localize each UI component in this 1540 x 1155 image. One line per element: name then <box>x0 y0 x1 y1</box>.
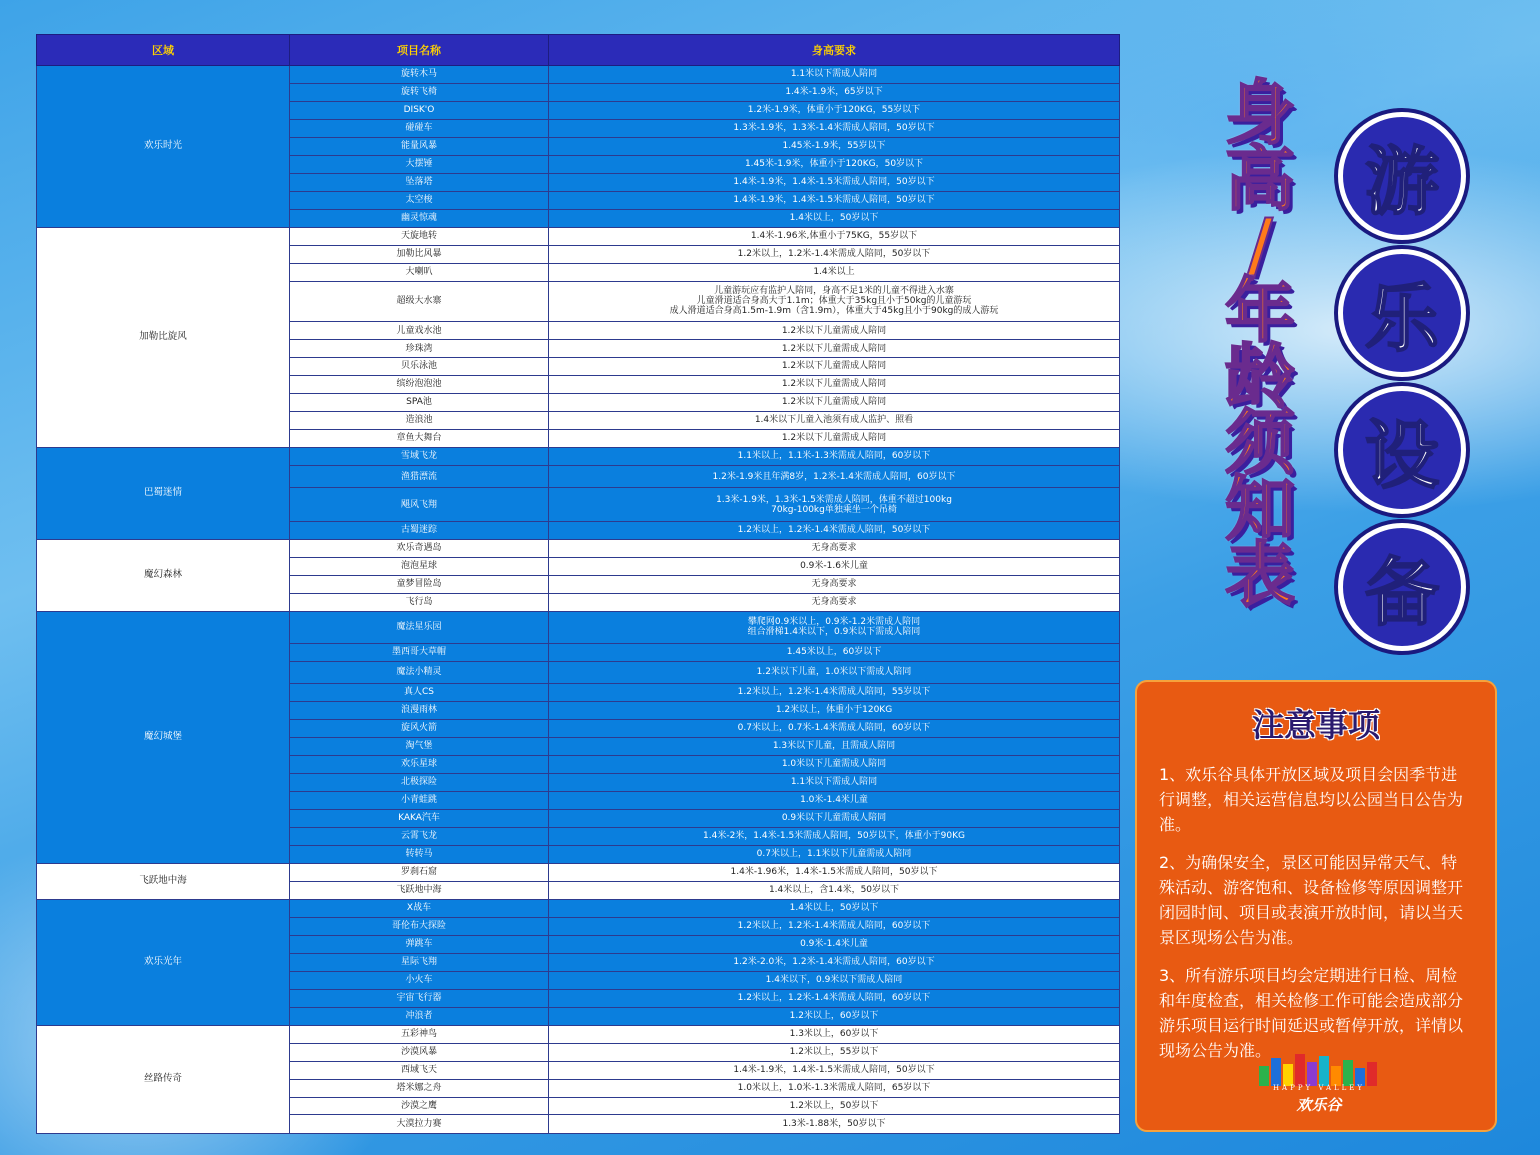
height-requirement-cell: 1.2米以上，55岁以下 <box>549 1043 1120 1061</box>
table-row <box>37 66 1120 84</box>
title-circle <box>1338 112 1466 240</box>
zone-cell: 丝路传奇 <box>37 1025 290 1133</box>
height-requirement-cell: 0.7米以上，1.1米以下儿童需成人陪同 <box>549 845 1120 863</box>
ride-name-cell: 云霄飞龙 <box>290 827 549 845</box>
ride-name-cell: 墨西哥大草帽 <box>290 643 549 661</box>
height-requirement-cell: 0.9米-1.4米儿童 <box>549 935 1120 953</box>
title-circle-char: 备 <box>1365 550 1439 636</box>
ride-name-cell: 冲浪者 <box>290 1007 549 1025</box>
height-requirement-cell: 1.4米-2米，1.4米-1.5米需成人陪同，50岁以下，体重小于90KG <box>549 827 1120 845</box>
ride-name-cell: 哥伦布大探险 <box>290 917 549 935</box>
zone-cell: 欢乐光年 <box>37 899 290 1025</box>
title-circle-char: 乐 <box>1365 276 1439 362</box>
height-requirement-cell: 1.2米以上，1.2米-1.4米需成人陪同，55岁以下 <box>549 683 1120 701</box>
height-requirement-cell: 1.2米以下儿童，1.0米以下需成人陪同 <box>549 661 1120 683</box>
height-requirement-cell: 攀爬网0.9米以上，0.9米-1.2米需成人陪同 组合滑梯1.4米以下，0.9米以下需成人陪同 <box>549 611 1120 643</box>
height-requirement-cell: 1.3米-1.9米，1.3米-1.4米需成人陪同，50岁以下 <box>549 119 1120 137</box>
height-requirement-cell: 1.4米以上，50岁以下 <box>549 899 1120 917</box>
zone-cell: 加勒比旋风 <box>37 227 290 447</box>
height-requirement-cell: 1.4米-1.96米，1.4米-1.5米需成人陪同，50岁以下 <box>549 863 1120 881</box>
ride-name-cell: 小青蛙跳 <box>290 791 549 809</box>
height-requirement-cell: 1.4米-1.9米，1.4米-1.5米需成人陪同，50岁以下 <box>549 191 1120 209</box>
ride-name-cell: 飞跃地中海 <box>290 881 549 899</box>
ride-name-cell: 星际飞翔 <box>290 953 549 971</box>
logo-tagline: HAPPY VALLEY <box>1272 1084 1366 1092</box>
ride-name-cell: 欢乐星球 <box>290 755 549 773</box>
ride-name-cell: 坠落塔 <box>290 173 549 191</box>
height-requirement-cell: 1.4米以上，含1.4米，50岁以下 <box>549 881 1120 899</box>
notice-title: 注意事项 <box>1251 706 1380 744</box>
height-requirement-cell: 1.2米以上，体重小于120KG <box>549 701 1120 719</box>
ride-name-cell: 弹跳车 <box>290 935 549 953</box>
ride-name-cell: 天旋地转 <box>290 227 549 245</box>
ride-name-cell: 欢乐奇遇岛 <box>290 539 549 557</box>
ride-name-cell: 罗刹石窟 <box>290 863 549 881</box>
title-char: 表 <box>1225 534 1295 616</box>
table-row <box>37 899 1120 917</box>
title-circle <box>1338 249 1466 377</box>
title-char: 高 <box>1225 138 1295 220</box>
ride-name-cell: 五彩神鸟 <box>290 1025 549 1043</box>
height-requirement-cell: 1.4米以上 <box>549 263 1120 281</box>
ride-name-cell: 旋风火箭 <box>290 719 549 737</box>
ride-name-cell: 泡泡星球 <box>290 557 549 575</box>
title-char: 须 <box>1225 402 1295 484</box>
zone-cell: 魔幻森林 <box>37 539 290 611</box>
table-row <box>37 447 1120 465</box>
ride-name-cell: 珍珠湾 <box>290 340 549 358</box>
height-requirement-cell: 1.3米以上，60岁以下 <box>549 1025 1120 1043</box>
notice-item: 1、欢乐谷具体开放区域及项目会因季节进行调整，相关运营信息均以公园当日公告为准。 <box>1159 765 1464 834</box>
title-circle <box>1338 523 1466 651</box>
zone-cell: 欢乐时光 <box>37 66 290 228</box>
height-requirement-cell: 1.1米以上，1.1米-1.3米需成人陪同，60岁以下 <box>549 447 1120 465</box>
height-requirement-cell: 1.2米以上，1.2米-1.4米需成人陪同，60岁以下 <box>549 989 1120 1007</box>
height-requirement-cell: 儿童游玩应有监护人陪同，身高不足1米的儿童不得进入水寨 儿童滑道适合身高大于1.1m；体重大于35kg且小于50kg的儿童游玩 成人滑道适合身高1.5m-1.9m（含1.9m），体重大于45kg且小于90kg的成人游玩 <box>549 281 1120 321</box>
title-char: / <box>1247 204 1273 286</box>
height-requirement-cell: 1.2米以下儿童需成人陪同 <box>549 393 1120 411</box>
ride-name-cell: 飓风飞翔 <box>290 488 549 522</box>
height-requirement-cell: 1.2米以下儿童需成人陪同 <box>549 340 1120 358</box>
height-requirement-cell: 1.1米以下需成人陪同 <box>549 66 1120 84</box>
logo-name: 欢乐谷 <box>1296 1096 1342 1114</box>
ride-name-cell: 西域飞天 <box>290 1061 549 1079</box>
height-requirement-cell: 1.2米以上，1.2米-1.4米需成人陪同，50岁以下 <box>549 245 1120 263</box>
ride-name-cell: 宇宙飞行器 <box>290 989 549 1007</box>
ride-name-cell: 浪漫雨林 <box>290 701 549 719</box>
poster-title-circles <box>1327 112 1477 660</box>
skyline-logo-icon <box>1249 1052 1389 1086</box>
table-row <box>37 1025 1120 1043</box>
height-requirement-cell: 无身高要求 <box>549 539 1120 557</box>
height-requirement-cell: 1.2米以下儿童需成人陪同 <box>549 358 1120 376</box>
height-requirement-cell: 1.2米以上，50岁以下 <box>549 1097 1120 1115</box>
ride-name-cell: 渔猎漂流 <box>290 465 549 487</box>
ride-name-cell: 飞行岛 <box>290 593 549 611</box>
table-row <box>37 863 1120 881</box>
happy-valley-logo <box>1249 1052 1389 1112</box>
header-zone: 区域 <box>37 35 290 66</box>
ride-name-cell: 淘气堡 <box>290 737 549 755</box>
height-requirement-cell: 1.4米-1.96米,体重小于75KG，55岁以下 <box>549 227 1120 245</box>
height-requirement-cell: 无身高要求 <box>549 593 1120 611</box>
title-char: 身 <box>1225 72 1295 154</box>
ride-name-cell: 魔法星乐园 <box>290 611 549 643</box>
height-requirement-cell: 0.9米-1.6米儿童 <box>549 557 1120 575</box>
height-requirement-cell: 1.0米-1.4米儿童 <box>549 791 1120 809</box>
table-row <box>37 611 1120 643</box>
table-row <box>37 227 1120 245</box>
ride-name-cell: 太空梭 <box>290 191 549 209</box>
poster-title-orange <box>1195 72 1325 680</box>
ride-name-cell: 沙漠之鹰 <box>290 1097 549 1115</box>
height-requirement-cell: 1.3米-1.88米，50岁以下 <box>549 1115 1120 1134</box>
height-requirement-cell: 1.0米以上，1.0米-1.3米需成人陪同，65岁以下 <box>549 1079 1120 1097</box>
ride-name-cell: X战车 <box>290 899 549 917</box>
ride-name-cell: 能量风暴 <box>290 137 549 155</box>
title-char: 知 <box>1225 468 1295 550</box>
height-requirement-cell: 0.9米以下儿童需成人陪同 <box>549 809 1120 827</box>
ride-name-cell: 魔法小精灵 <box>290 661 549 683</box>
height-requirement-cell: 1.0米以下儿童需成人陪同 <box>549 755 1120 773</box>
ride-name-cell: 北极探险 <box>290 773 549 791</box>
height-requirement-cell: 1.3米-1.9米，1.3米-1.5米需成人陪同，体重不超过100kg 70kg-100kg单独乘坐一个吊椅 <box>549 488 1120 522</box>
height-requirement-cell: 1.4米-1.9米，1.4米-1.5米需成人陪同，50岁以下 <box>549 173 1120 191</box>
height-requirement-cell: 无身高要求 <box>549 575 1120 593</box>
header-ride-name: 项目名称 <box>290 35 549 66</box>
title-circle-char: 游 <box>1365 139 1439 225</box>
height-requirement-cell: 1.45米-1.9米，55岁以下 <box>549 137 1120 155</box>
ride-name-cell: 大漠拉力赛 <box>290 1115 549 1134</box>
height-requirement-cell: 1.45米-1.9米，体重小于120KG，50岁以下 <box>549 155 1120 173</box>
notice-item: 3、所有游乐项目均会定期进行日检、周检和年度检查，相关检修工作可能会造成部分游乐项目运行时间延迟或暂停开放，详情以现场公告为准。 <box>1159 966 1464 1060</box>
height-requirement-cell: 0.7米以上，0.7米-1.4米需成人陪同，60岁以下 <box>549 719 1120 737</box>
height-requirement-cell: 1.2米以上，1.2米-1.4米需成人陪同，50岁以下 <box>549 521 1120 539</box>
height-requirement-cell: 1.2米-2.0米，1.2米-1.4米需成人陪同，60岁以下 <box>549 953 1120 971</box>
ride-name-cell: 大摆锤 <box>290 155 549 173</box>
table-row <box>37 539 1120 557</box>
ride-name-cell: 转转马 <box>290 845 549 863</box>
height-requirement-cell: 1.4米-1.9米，65岁以下 <box>549 83 1120 101</box>
ride-name-cell: 幽灵惊魂 <box>290 209 549 227</box>
height-requirement-cell: 1.3米以下儿童，且需成人陪同 <box>549 737 1120 755</box>
header-height-requirement: 身高要求 <box>549 35 1120 66</box>
ride-name-cell: 儿童戏水池 <box>290 322 549 340</box>
ride-name-cell: 小火车 <box>290 971 549 989</box>
ride-name-cell: 塔米娜之舟 <box>290 1079 549 1097</box>
height-requirement-cell: 1.4米以上，50岁以下 <box>549 209 1120 227</box>
height-requirement-cell: 1.45米以上，60岁以下 <box>549 643 1120 661</box>
height-requirements-table <box>36 34 1120 1134</box>
zone-cell: 魔幻城堡 <box>37 611 290 863</box>
ride-name-cell: 加勒比风暴 <box>290 245 549 263</box>
zone-cell: 巴蜀迷情 <box>37 447 290 539</box>
ride-name-cell: 超级大水寨 <box>290 281 549 321</box>
ride-name-cell: 雪域飞龙 <box>290 447 549 465</box>
ride-name-cell: 大喇叭 <box>290 263 549 281</box>
height-requirement-cell: 1.2米-1.9米且年满8岁，1.2米-1.4米需成人陪同，60岁以下 <box>549 465 1120 487</box>
height-requirement-cell: 1.2米以下儿童需成人陪同 <box>549 375 1120 393</box>
ride-name-cell: 古蜀迷踪 <box>290 521 549 539</box>
notice-item: 2、为确保安全，景区可能因异常天气、特殊活动、游客饱和、设备检修等原因调整开闭园时间、项目或表演开放时间，请以当天景区现场公告为准。 <box>1159 853 1464 947</box>
ride-name-cell: 造浪池 <box>290 411 549 429</box>
table-body <box>37 66 1120 1134</box>
ride-name-cell: 章鱼大舞台 <box>290 429 549 447</box>
ride-name-cell: 旋转木马 <box>290 66 549 84</box>
height-requirement-cell: 1.2米以下儿童需成人陪同 <box>549 429 1120 447</box>
table-header-row <box>37 35 1120 66</box>
height-requirement-cell: 1.2米-1.9米，体重小于120KG，55岁以下 <box>549 101 1120 119</box>
height-requirement-cell: 1.4米以下儿童入池须有成人监护、照看 <box>549 411 1120 429</box>
height-requirement-cell: 1.4米以下，0.9米以下需成人陪同 <box>549 971 1120 989</box>
title-circle-char: 设 <box>1365 413 1439 499</box>
ride-name-cell: 沙漠风暴 <box>290 1043 549 1061</box>
height-requirement-cell: 1.2米以下儿童需成人陪同 <box>549 322 1120 340</box>
ride-name-cell: 真人CS <box>290 683 549 701</box>
ride-name-cell: 童梦冒险岛 <box>290 575 549 593</box>
ride-name-cell: KAKA汽车 <box>290 809 549 827</box>
ride-name-cell: 贝乐泳池 <box>290 358 549 376</box>
ride-name-cell: DISK'O <box>290 101 549 119</box>
height-requirement-cell: 1.2米以上，60岁以下 <box>549 1007 1120 1025</box>
title-circle <box>1338 386 1466 514</box>
ride-name-cell: 碰碰车 <box>290 119 549 137</box>
zone-cell: 飞跃地中海 <box>37 863 290 899</box>
title-char: 年 <box>1225 270 1295 352</box>
height-requirement-cell: 1.4米-1.9米，1.4米-1.5米需成人陪同，50岁以下 <box>549 1061 1120 1079</box>
height-requirement-cell: 1.2米以上，1.2米-1.4米需成人陪同，60岁以下 <box>549 917 1120 935</box>
ride-name-cell: 缤纷泡泡池 <box>290 375 549 393</box>
notice-panel <box>1135 680 1497 1132</box>
ride-name-cell: SPA池 <box>290 393 549 411</box>
ride-name-cell: 旋转飞椅 <box>290 83 549 101</box>
height-requirement-cell: 1.1米以下需成人陪同 <box>549 773 1120 791</box>
title-char: 龄 <box>1225 336 1295 418</box>
